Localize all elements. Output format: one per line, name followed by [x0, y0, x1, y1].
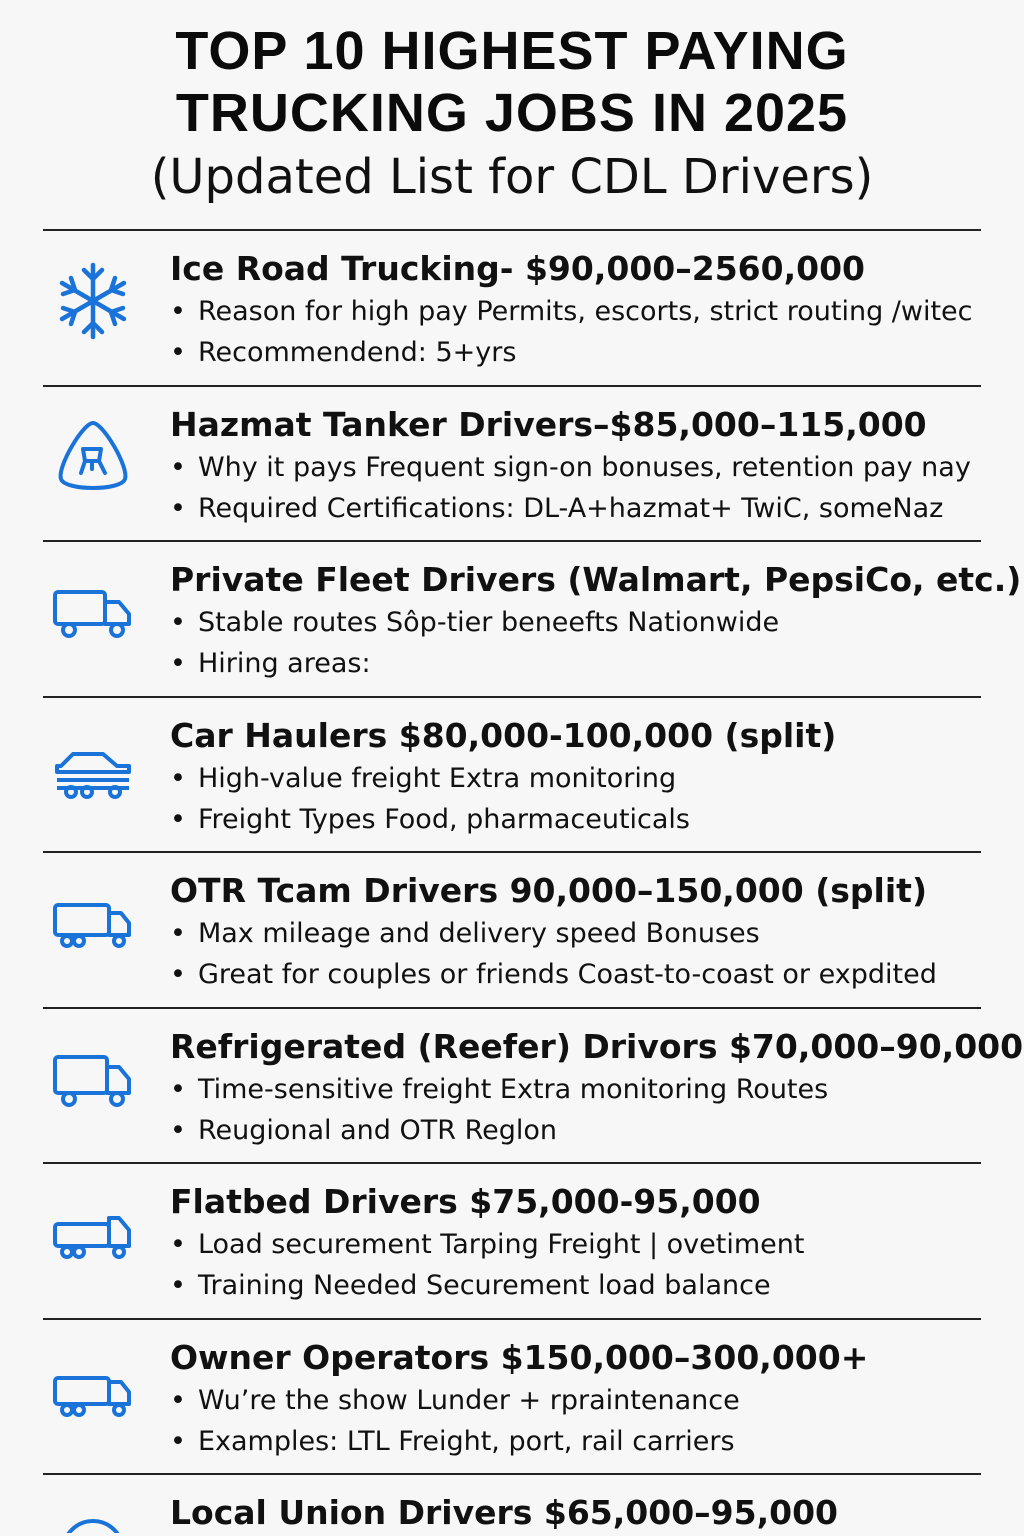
- job-bullet: • Hiring areas:: [170, 643, 981, 684]
- job-bullet: • Examples: LTL Freight, port, rail carriers: [170, 1421, 981, 1462]
- job-title: Car Haulers $80,000-100,000 (split): [170, 715, 837, 755]
- reefer-truck-icon: [51, 1037, 135, 1121]
- job-item-local-union: [43, 1473, 981, 1533]
- snowflake-icon: [51, 259, 135, 343]
- job-bullet: • Time-sensitive freight Extra monitoring Routes: [170, 1069, 981, 1110]
- union-icon: [51, 1503, 135, 1533]
- job-bullet: • Recommendend: 5+yrs: [170, 332, 981, 373]
- job-title: OTR Tcam Drivers 90,000–150,000 (split): [170, 871, 928, 910]
- job-bullet: • Stable routes Sôp-tier beneefts Nationwide: [170, 602, 981, 643]
- job-title: Owner Operators $150,000–300,000+: [170, 1337, 869, 1377]
- owner-truck-icon: [51, 1348, 135, 1432]
- job-item-ice-road: [43, 229, 981, 385]
- header: [0, 0, 1024, 210]
- job-bullet: • Load securement Tarping Freight | ovetiment: [170, 1224, 981, 1265]
- flatbed-truck-icon: [51, 1192, 135, 1276]
- job-bullet: • Max mileage and delivery speed Bonuses: [170, 913, 981, 954]
- job-item-otr-team: [43, 851, 981, 1007]
- job-title: Hazmat Tanker Drivers–$85,000–115,000: [170, 404, 927, 444]
- job-item-private-fleet: [43, 540, 1022, 696]
- job-title: Ice Road Trucking- $90,000–2560,000: [170, 249, 866, 288]
- job-title: Flatbed Drivers $75,000-95,000: [170, 1182, 761, 1221]
- job-bullet: • Training Needed Securement load balance: [170, 1265, 981, 1306]
- page-subtitle: (Updated List for CDL Drivers): [150, 149, 874, 205]
- job-item-hazmat: [43, 385, 981, 541]
- box-truck-icon: [51, 570, 135, 654]
- car-hauler-icon: [51, 726, 135, 810]
- job-item-car-haulers: [43, 696, 981, 852]
- job-bullet: • Reason for high pay Permits, escorts, strict routing /witec: [170, 291, 981, 332]
- hazmat-icon: [51, 415, 135, 499]
- job-title: Private Fleet Drivers (Walmart, PepsiCo, etc.): [170, 560, 1022, 599]
- page-title-line-1: TOP 10 HIGHEST PAYING: [175, 21, 849, 81]
- job-item-flatbed: [43, 1162, 981, 1318]
- page-title-line-2: TRUCKING JOBS IN 2025: [175, 83, 849, 143]
- job-title: Refrigerated (Reefer) Drivors $70,000–90,000: [170, 1026, 1024, 1066]
- job-title: Local Union Drivers $65,000–95,000: [170, 1493, 839, 1532]
- job-bullet: • Freight Types Food, pharmaceuticals: [170, 799, 981, 840]
- job-bullet: • Why it pays Frequent sign-on bonuses, retention pay nay: [170, 447, 981, 488]
- team-truck-icon: [51, 881, 135, 965]
- job-list: [43, 229, 1024, 1533]
- job-bullet: • Great for couples or friends Coast-to-coast or expdited: [170, 954, 981, 995]
- job-bullet: • Reugional and OTR Reglon: [170, 1110, 981, 1151]
- job-item-owner-operators: [43, 1318, 981, 1474]
- job-bullet: • Required Certifications: DL-A+hazmat+ TwiC, someNaz: [170, 488, 981, 529]
- job-item-reefer: [43, 1007, 1024, 1163]
- job-bullet: • Wu’re the show Lunder + rpraintenance: [170, 1380, 981, 1421]
- job-bullet: • High-value freight Extra monitoring: [170, 758, 981, 799]
